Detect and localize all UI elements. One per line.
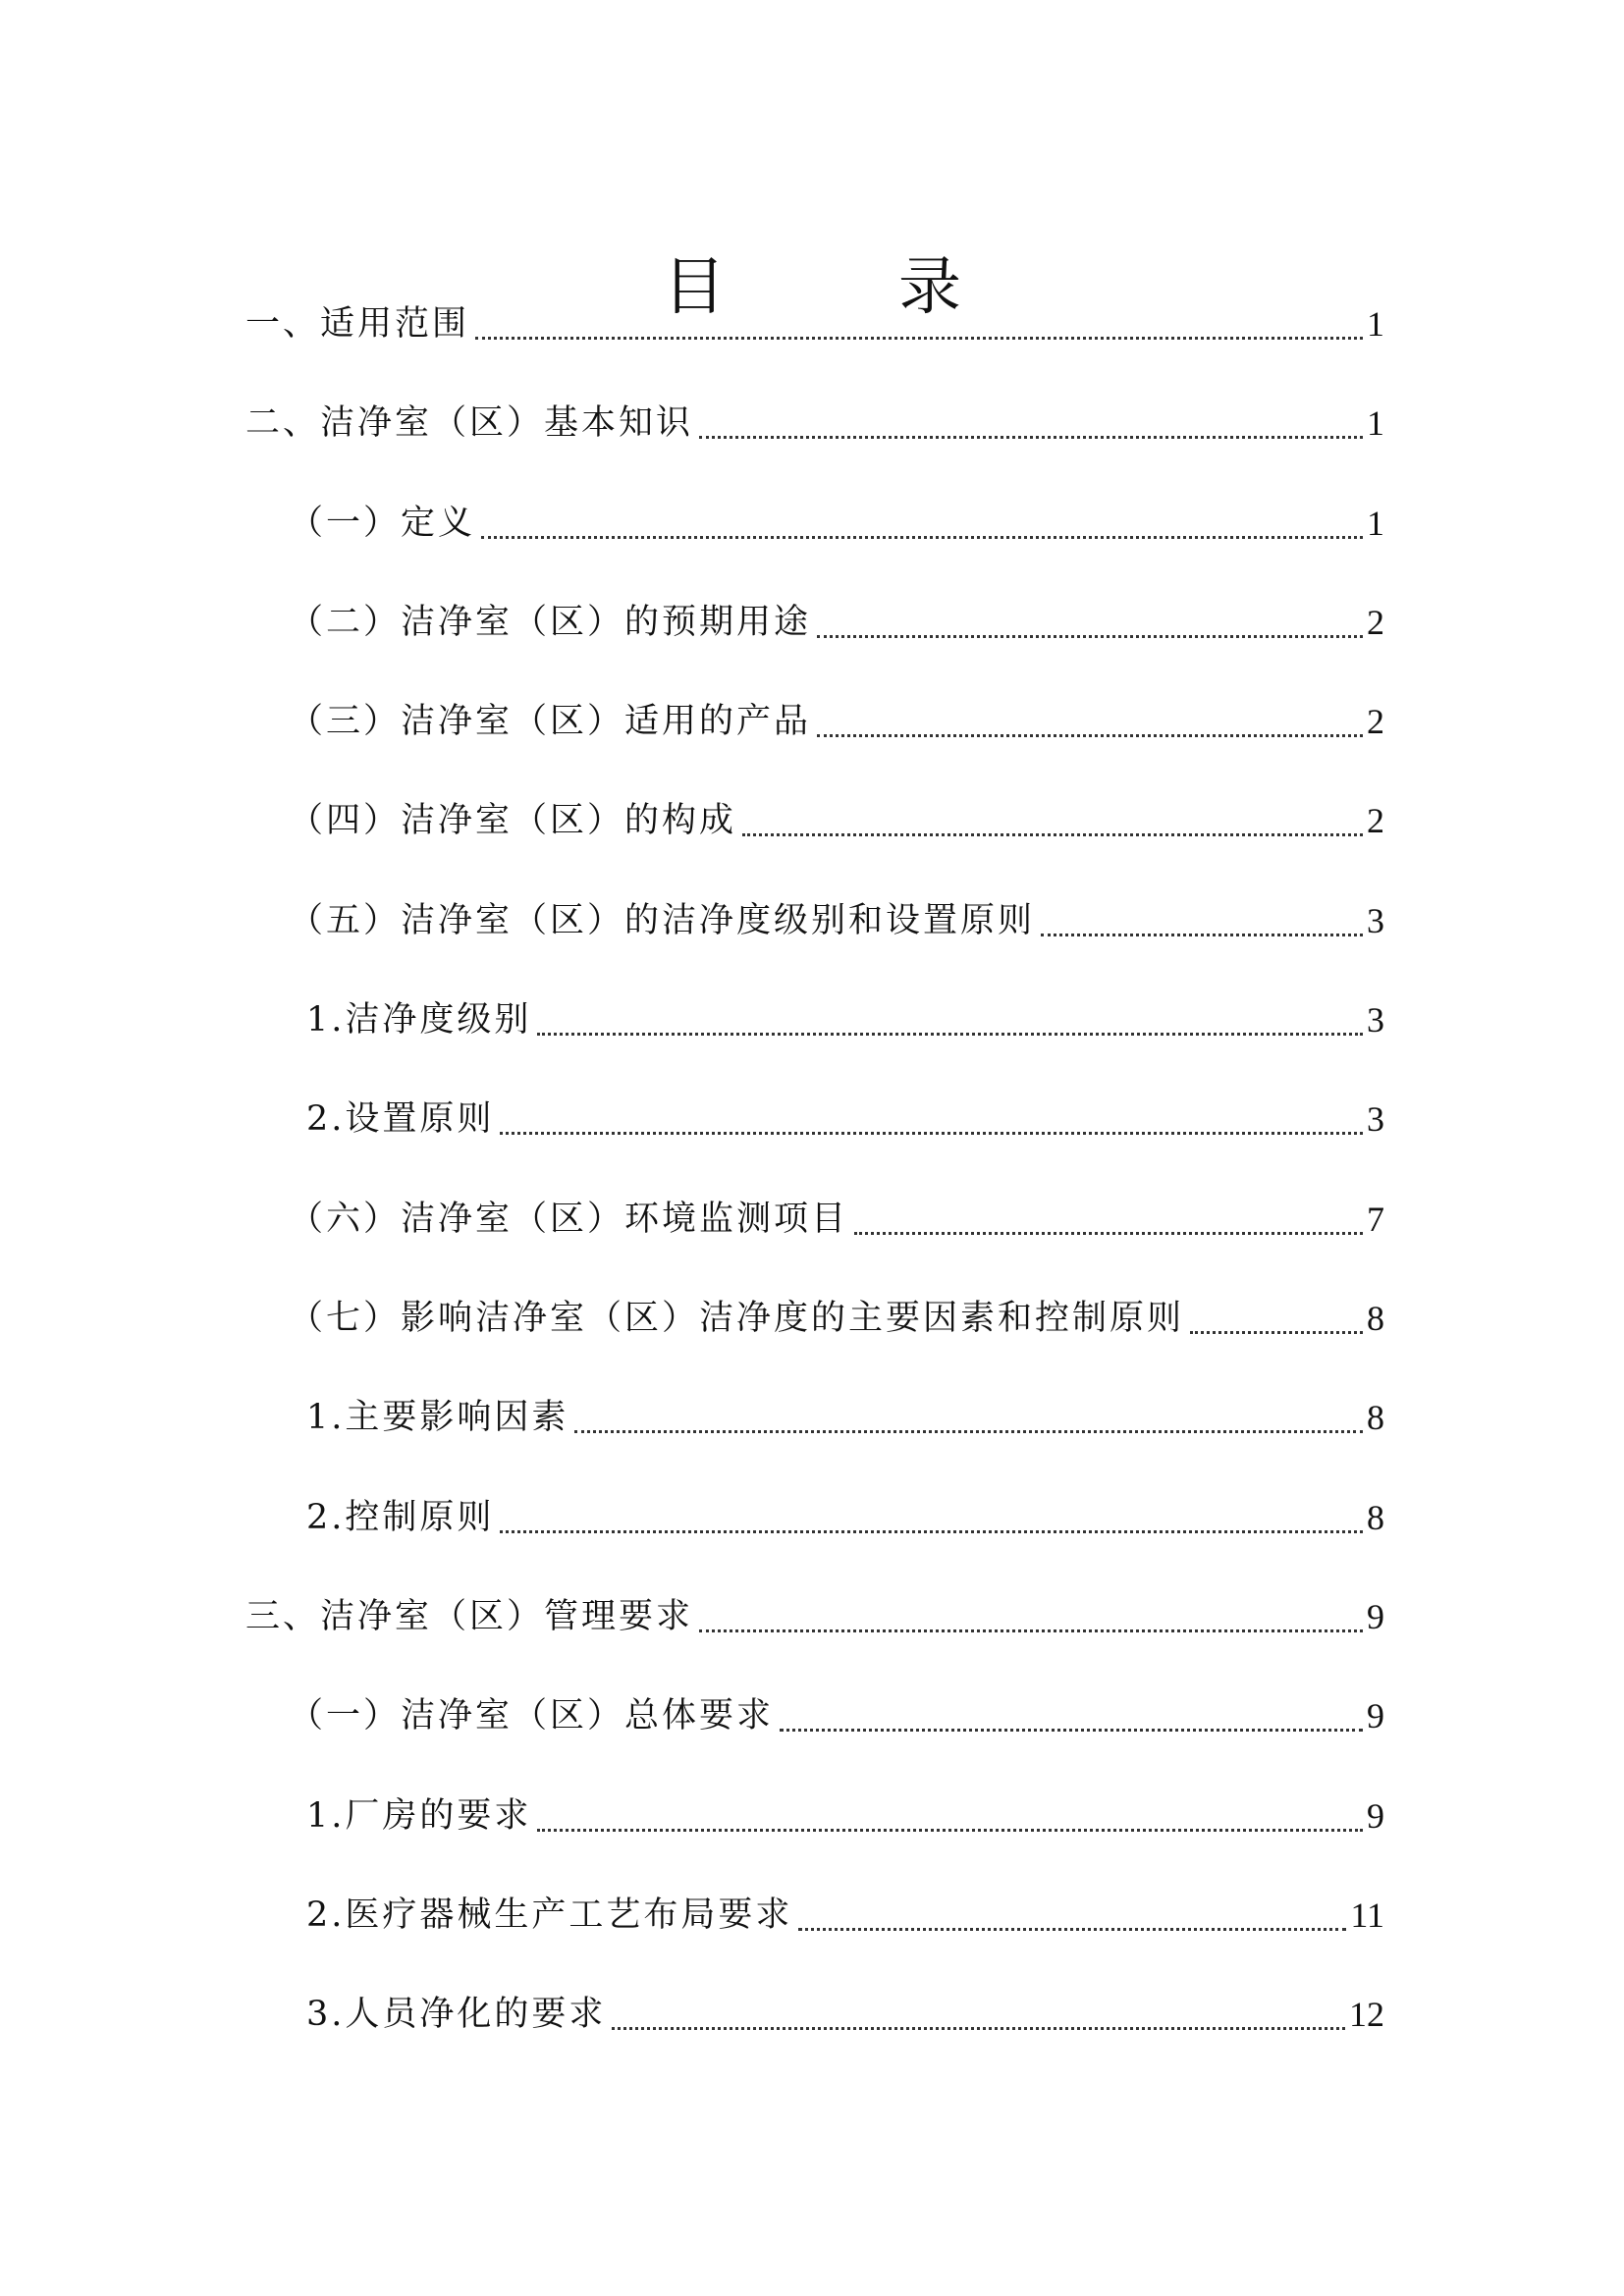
toc-dot-leader [612,2027,1345,2030]
toc-entry-label: 一、适用范围 [245,304,470,344]
toc-entry[interactable] [306,1787,1384,1845]
toc-entry-page: 9 [1367,1597,1384,1636]
toc-entry-page: 1 [1367,403,1384,443]
page-title: 目 录 [663,250,1016,324]
toc-dot-leader [1190,1331,1363,1334]
toc-dot-leader [798,1928,1346,1931]
toc-dot-leader [537,1829,1363,1832]
toc-entry-page: 1 [1367,304,1384,344]
toc-entry-page: 11 [1350,1896,1384,1935]
toc-entry-label: 1.厂房的要求 [306,1796,532,1836]
toc-entry-page: 1 [1367,504,1384,543]
toc-entry-page: 3 [1367,901,1384,940]
toc-entry[interactable] [289,1289,1384,1348]
toc-entry-page: 9 [1367,1796,1384,1836]
toc-entry[interactable] [306,1388,1384,1447]
toc-entry[interactable] [306,1090,1384,1148]
toc-dot-leader [574,1430,1363,1433]
toc-entry-label: 1.洁净度级别 [306,1000,532,1040]
toc-entry-page: 2 [1367,702,1384,741]
toc-dot-leader [699,1629,1363,1632]
toc-dot-leader [500,1132,1363,1135]
toc-entry-label: （六）洁净室（区）环境监测项目 [289,1200,849,1239]
toc-entry[interactable] [289,494,1384,553]
toc-entry-label: （一）洁净室（区）总体要求 [289,1696,775,1735]
toc-dot-leader [1041,934,1363,936]
toc-entry[interactable] [306,1886,1384,1945]
toc-dot-leader [780,1729,1363,1732]
toc-entry-page: 9 [1367,1696,1384,1735]
toc-entry-page: 7 [1367,1200,1384,1239]
toc-entry[interactable] [289,593,1384,652]
toc-entry-label: （四）洁净室（区）的构成 [289,801,737,840]
toc-entry-label: 2.控制原则 [306,1498,495,1537]
toc-entry[interactable] [289,692,1384,751]
toc-entry[interactable] [289,1686,1384,1745]
toc-entry-page: 2 [1367,801,1384,840]
toc-dot-leader [475,337,1363,340]
toc-entry-page: 8 [1367,1398,1384,1437]
toc-entry[interactable] [245,1587,1384,1646]
toc-entry-label: 2.医疗器械生产工艺布局要求 [306,1896,793,1935]
toc-entry-page: 3 [1367,1099,1384,1139]
toc-dot-leader [481,536,1363,539]
toc-entry[interactable] [245,394,1384,453]
toc-entry[interactable] [289,891,1384,950]
toc-entry[interactable] [306,990,1384,1049]
toc-dot-leader [817,635,1363,638]
toc-entry-label: 3.人员净化的要求 [306,1995,607,2034]
toc-entry-page: 2 [1367,603,1384,642]
toc-entry-page: 8 [1367,1299,1384,1338]
toc-entry-label: （五）洁净室（区）的洁净度级别和设置原则 [289,901,1036,940]
toc-entry-label: 三、洁净室（区）管理要求 [245,1597,694,1636]
toc-entry-label: （三）洁净室（区）适用的产品 [289,702,812,741]
toc-entry-label: （二）洁净室（区）的预期用途 [289,603,812,642]
toc-entry[interactable] [306,1985,1384,2044]
toc-dot-leader [699,436,1363,439]
toc-entry-page: 3 [1367,1000,1384,1040]
toc-entry[interactable] [289,1190,1384,1249]
toc-entry-label: 2.设置原则 [306,1099,495,1139]
toc-entry-label: 1.主要影响因素 [306,1398,569,1437]
toc-entry-page: 12 [1349,1995,1384,2034]
toc-entry-label: 二、洁净室（区）基本知识 [245,403,694,443]
toc-dot-leader [742,833,1363,836]
toc-entry-label: （七）影响洁净室（区）洁净度的主要因素和控制原则 [289,1299,1185,1338]
toc-entry-page: 8 [1367,1498,1384,1537]
toc-dot-leader [817,734,1363,737]
toc-entry[interactable] [306,1488,1384,1547]
toc-dot-leader [537,1033,1363,1036]
toc-entry-label: （一）定义 [289,504,476,543]
toc-entry[interactable] [289,791,1384,850]
toc-dot-leader [500,1530,1363,1533]
toc-entry[interactable] [245,294,1384,353]
toc-dot-leader [854,1232,1363,1235]
